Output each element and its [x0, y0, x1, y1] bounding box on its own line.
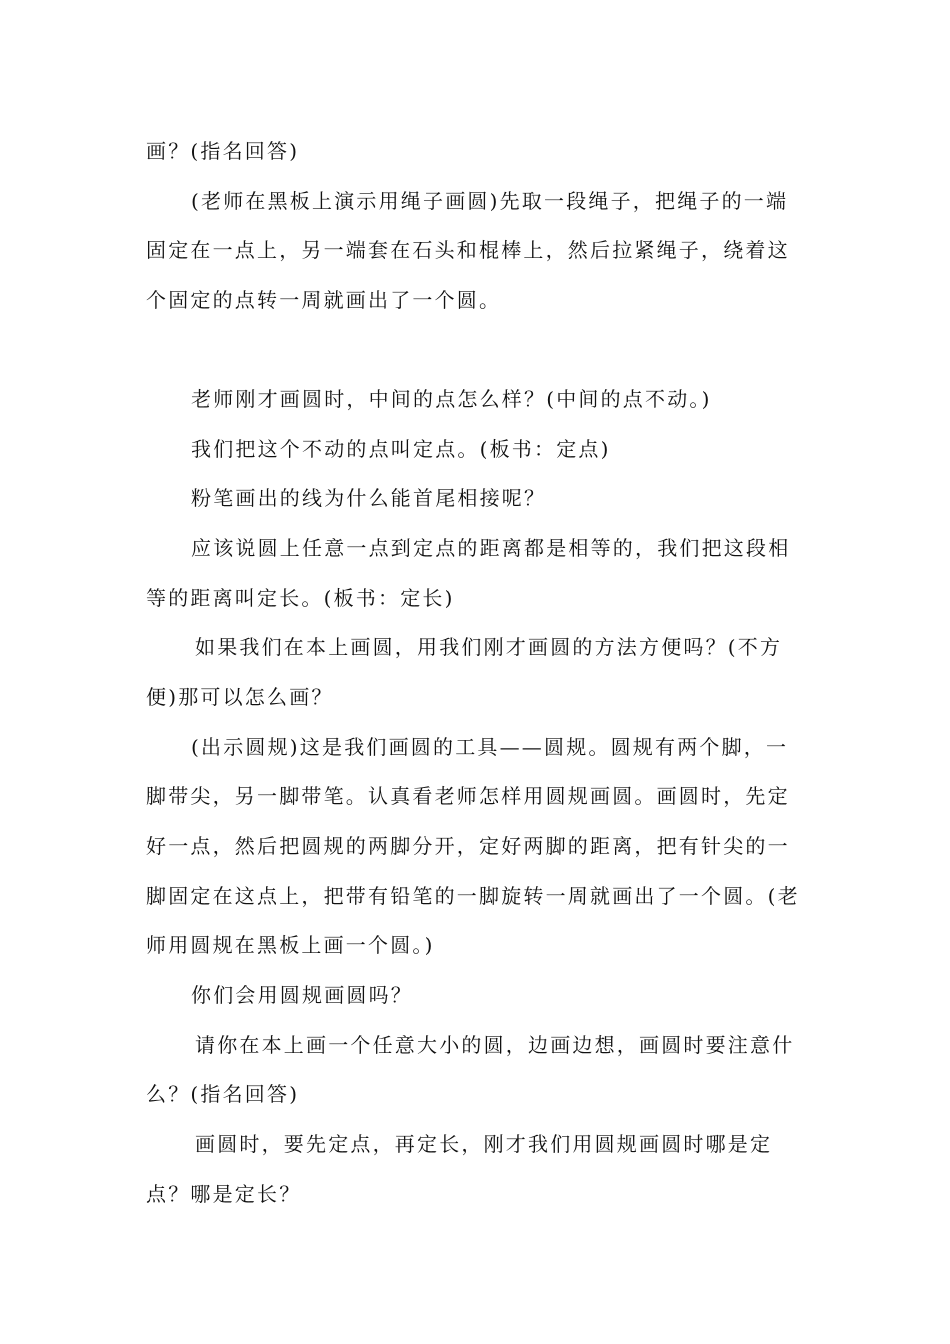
text-line-11: 便)那可以怎么画？: [146, 685, 334, 709]
text-line-21: 点？哪是定长？: [146, 1182, 302, 1206]
text-line-9: 等的距离叫定长。(板书：定长): [146, 586, 455, 610]
text-line-8: 应该说圆上任意一点到定点的距离都是相等的，我们把这段相: [191, 536, 791, 560]
text-line-3: 固定在一点上，另一端套在石头和棍棒上，然后拉紧绳子，绕着这: [146, 238, 790, 262]
text-line-12: (出示圆规)这是我们画圆的工具——圆规。圆规有两个脚，一: [191, 735, 789, 759]
text-line-2: (老师在黑板上演示用绳子画圆)先取一段绳子，把绳子的一端: [191, 189, 789, 213]
text-line-20: 画圆时，要先定点，再定长，刚才我们用圆规画圆时哪是定: [195, 1132, 773, 1156]
text-line-17: 你们会用圆规画圆吗？: [191, 983, 413, 1007]
text-line-18: 请你在本上画一个任意大小的圆，边画边想，画圆时要注意什: [195, 1033, 795, 1057]
text-line-5: 老师刚才画圆时，中间的点怎么样？(中间的点不动。): [191, 387, 712, 411]
text-line-19: 么？(指名回答): [146, 1082, 300, 1106]
text-line-1: 画？(指名回答): [146, 139, 300, 163]
text-line-6: 我们把这个不动的点叫定点。(板书：定点): [191, 437, 611, 461]
text-line-10: 如果我们在本上画圆，用我们刚才画圆的方法方便吗？(不方: [195, 635, 783, 659]
text-line-15: 脚固定在这点上，把带有铅笔的一脚旋转一周就画出了一个圆。(老: [146, 884, 800, 908]
text-line-4: 个固定的点转一周就画出了一个圆。: [146, 288, 502, 312]
text-line-16: 师用圆规在黑板上画一个圆。): [146, 933, 435, 957]
text-line-7: 粉笔画出的线为什么能首尾相接呢？: [191, 486, 547, 510]
text-line-13: 脚带尖，另一脚带笔。认真看老师怎样用圆规画圆。画圆时，先定: [146, 784, 790, 808]
text-line-14: 好一点，然后把圆规的两脚分开，定好两脚的距离，把有针尖的一: [146, 834, 790, 858]
